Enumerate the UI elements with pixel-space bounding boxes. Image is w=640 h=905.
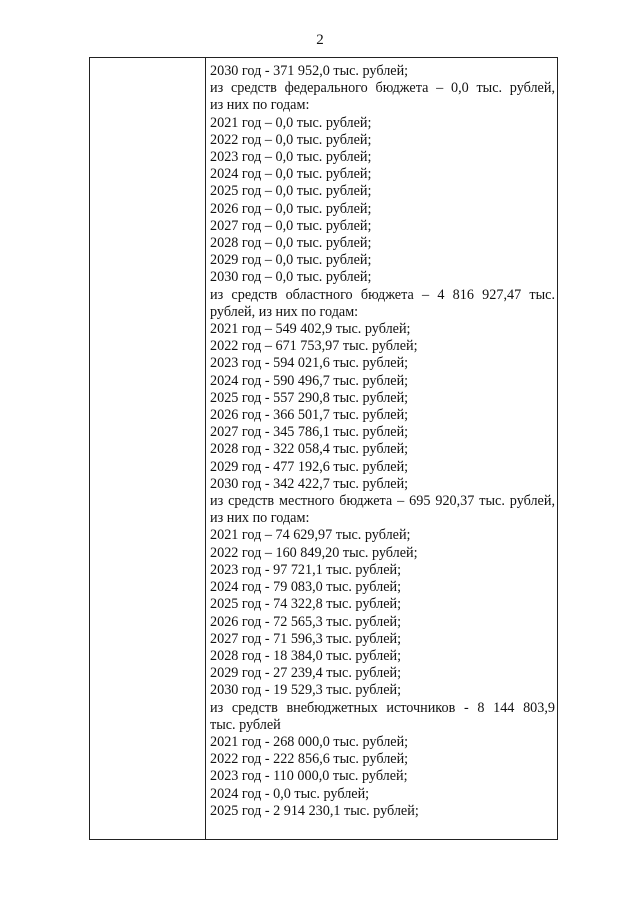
funding-line: 2027 год - 345 786,1 тыс. рублей; (210, 424, 409, 441)
funding-line: из средств федерального бюджета – 0,0 тыс. рублей, (210, 80, 555, 97)
page-number: 2 (316, 32, 324, 48)
funding-line: 2023 год - 110 000,0 тыс. рублей; (210, 768, 408, 785)
funding-line: из них по годам: (210, 97, 310, 114)
funding-line: 2028 год – 0,0 тыс. рублей; (210, 235, 372, 252)
funding-line: 2021 год – 0,0 тыс. рублей; (210, 114, 372, 131)
funding-line: 2030 год – 0,0 тыс. рублей; (210, 269, 372, 286)
funding-line: 2029 год - 477 192,6 тыс. рублей; (210, 458, 409, 475)
funding-line: 2021 год - 268 000,0 тыс. рублей; (210, 733, 409, 750)
funding-table (89, 57, 558, 840)
funding-line: 2024 год - 0,0 тыс. рублей; (210, 785, 370, 802)
funding-line: тыс. рублей (210, 716, 281, 733)
funding-line: 2024 год - 79 083,0 тыс. рублей; (210, 579, 402, 596)
funding-line: 2022 год – 160 849,20 тыс. рублей; (210, 544, 418, 561)
funding-line: 2030 год - 342 422,7 тыс. рублей; (210, 475, 409, 492)
funding-line: 2022 год – 671 753,97 тыс. рублей; (210, 338, 418, 355)
funding-line: 2026 год - 366 501,7 тыс. рублей; (210, 407, 409, 424)
funding-line: 2021 год – 74 629,97 тыс. рублей; (210, 527, 411, 544)
funding-line: 2025 год – 0,0 тыс. рублей; (210, 183, 372, 200)
funding-line: 2027 год - 71 596,3 тыс. рублей; (210, 630, 402, 647)
funding-line: 2024 год – 0,0 тыс. рублей; (210, 166, 372, 183)
funding-line: 2030 год - 19 529,3 тыс. рублей; (210, 682, 402, 699)
funding-line: 2023 год - 97 721,1 тыс. рублей; (210, 561, 402, 578)
table-content-cell (210, 63, 555, 820)
funding-line: 2023 год – 0,0 тыс. рублей; (210, 149, 372, 166)
funding-line: 2022 год – 0,0 тыс. рублей; (210, 131, 372, 148)
funding-line: 2025 год - 2 914 230,1 тыс. рублей; (210, 802, 419, 819)
funding-line: 2030 год - 371 952,0 тыс. рублей; (210, 63, 409, 79)
funding-line: 2022 год - 222 856,6 тыс. рублей; (210, 751, 409, 768)
funding-line: 2029 год – 0,0 тыс. рублей; (210, 252, 372, 269)
funding-line: 2023 год - 594 021,6 тыс. рублей; (210, 355, 409, 372)
funding-line: 2027 год – 0,0 тыс. рублей; (210, 217, 372, 234)
funding-line: из средств внебюджетных источников - 8 144 803,9 (210, 699, 555, 716)
funding-line: 2029 год - 27 239,4 тыс. рублей; (210, 665, 402, 682)
funding-line: 2024 год - 590 496,7 тыс. рублей; (210, 372, 409, 389)
funding-line: 2021 год – 549 402,9 тыс. рублей; (210, 321, 411, 338)
funding-line: 2026 год - 72 565,3 тыс. рублей; (210, 613, 402, 630)
funding-line: рублей, из них по годам: (210, 303, 359, 320)
funding-line: из средств местного бюджета – 695 920,37 тыс. рублей, (210, 493, 555, 510)
table-label-cell (90, 58, 206, 839)
funding-line: 2025 год - 74 322,8 тыс. рублей; (210, 596, 402, 613)
funding-line: 2028 год - 18 384,0 тыс. рублей; (210, 647, 402, 664)
funding-line: 2025 год - 557 290,8 тыс. рублей; (210, 389, 409, 406)
funding-line: из средств областного бюджета – 4 816 927,47 тыс. (210, 286, 555, 303)
funding-line: из них по годам: (210, 510, 310, 527)
funding-line: 2028 год - 322 058,4 тыс. рублей; (210, 441, 409, 458)
funding-line: 2026 год – 0,0 тыс. рублей; (210, 200, 372, 217)
